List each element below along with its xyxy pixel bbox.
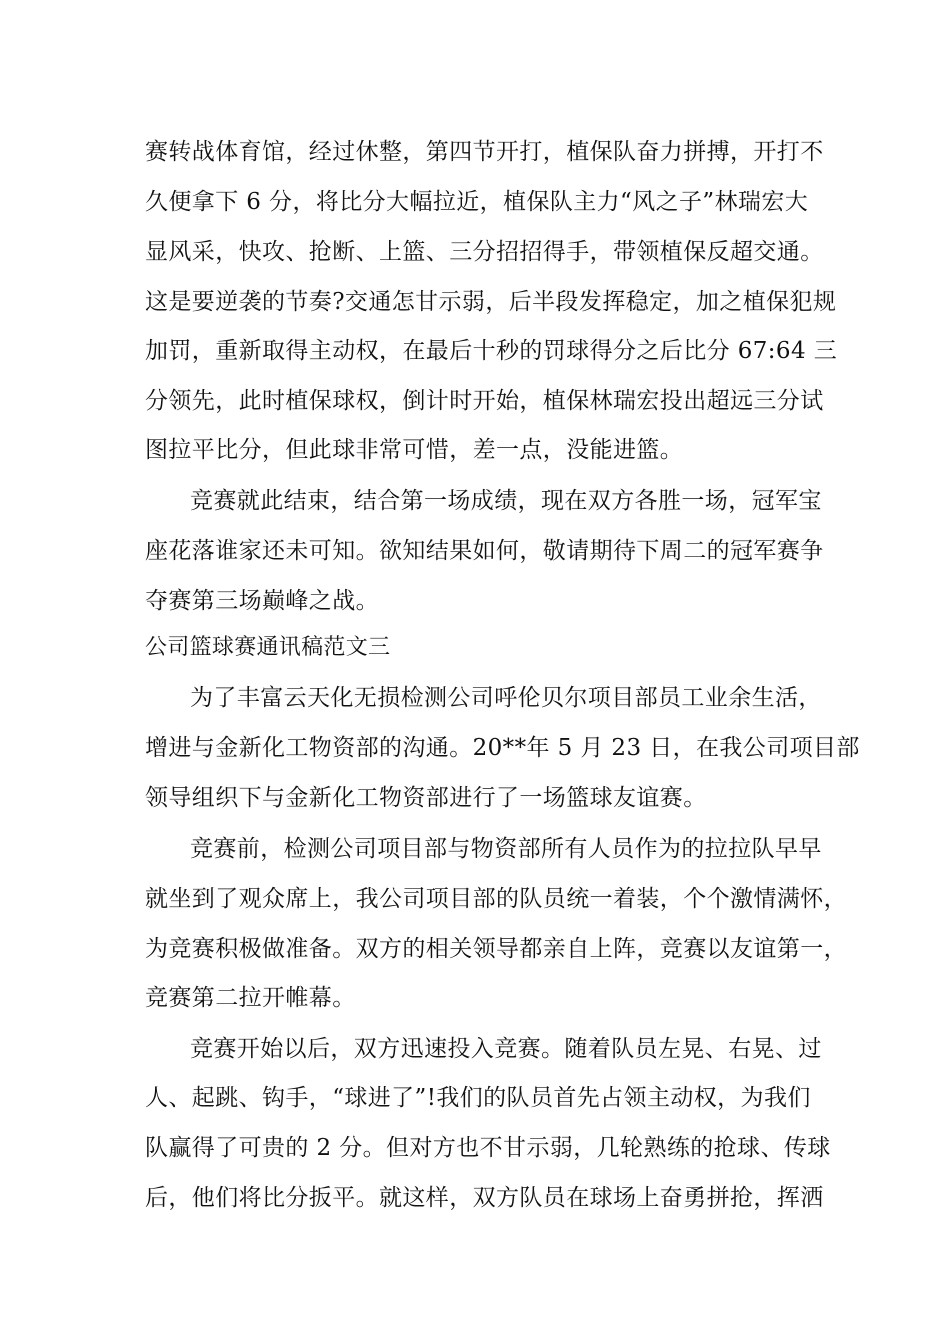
paragraph-3-line-1: 为了丰富云天化无损检测公司呼伦贝尔项目部员工业余生活，: [190, 685, 822, 711]
section-heading: 公司篮球赛通讯稿范文三: [145, 635, 391, 660]
paragraph-4-line-3: 为竞赛积极做准备。双方的相关领导都亲自上阵，竞赛以友谊第一，: [145, 936, 847, 962]
paragraph-5-line-4: 后，他们将比分扳平。就这样，双方队员在球场上奋勇拼抢，挥洒: [145, 1185, 824, 1211]
paragraph-1-line-1: 赛转战体育馆，经过休整，第四节开打，植保队奋力拼搏，开打不: [145, 139, 824, 165]
paragraph-5-line-3: 队赢得了可贵的 2 分。但对方也不甘示弱，几轮熟练的抢球、传球: [145, 1135, 831, 1161]
paragraph-1-line-2: 久便拿下 6 分，将比分大幅拉近，植保队主力“风之子”林瑞宏大: [145, 189, 809, 215]
paragraph-1-line-5: 加罚，重新取得主动权，在最后十秒的罚球得分之后比分 67:64 三: [145, 338, 838, 364]
paragraph-5-line-2: 人、起跳、钩手，“球进了”!我们的队员首先占领主动权，为我们: [145, 1085, 811, 1111]
paragraph-1-line-4: 这是要逆袭的节奏?交通怎甘示弱，后半段发挥稳定，加之植保犯规: [145, 289, 837, 315]
paragraph-2-line-3: 夺赛第三场巅峰之战。: [145, 588, 379, 614]
paragraph-3-line-2: 增进与金新化工物资部的沟通。20**年 5 月 23 日，在我公司项目部: [145, 735, 860, 761]
paragraph-1-line-7: 图拉平比分，但此球非常可惜，差一点，没能进篮。: [145, 437, 684, 463]
paragraph-2-line-2: 座花落谁家还未可知。欲知结果如何，敬请期待下周二的冠军赛争: [145, 538, 824, 564]
paragraph-5-line-1: 竞赛开始以后，双方迅速投入竞赛。随着队员左晃、右晃、过: [190, 1036, 822, 1062]
paragraph-4-line-4: 竞赛第二拉开帷幕。: [145, 985, 356, 1011]
paragraph-1-line-3: 显风采，快攻、抢断、上篮、三分招招得手，带领植保反超交通。: [145, 239, 824, 265]
paragraph-1-line-6: 分领先，此时植保球权，倒计时开始，植保林瑞宏投出超远三分试: [145, 388, 824, 414]
paragraph-2-line-1: 竞赛就此结束，结合第一场成绩，现在双方各胜一场，冠军宝: [190, 488, 822, 514]
paragraph-4-line-1: 竞赛前，检测公司项目部与物资部所有人员作为的拉拉队早早: [190, 836, 822, 862]
paragraph-4-line-2: 就坐到了观众席上，我公司项目部的队员统一着装，个个激情满怀，: [145, 886, 847, 912]
paragraph-3-line-3: 领导组织下与金新化工物资部进行了一场篮球友谊赛。: [145, 785, 707, 811]
